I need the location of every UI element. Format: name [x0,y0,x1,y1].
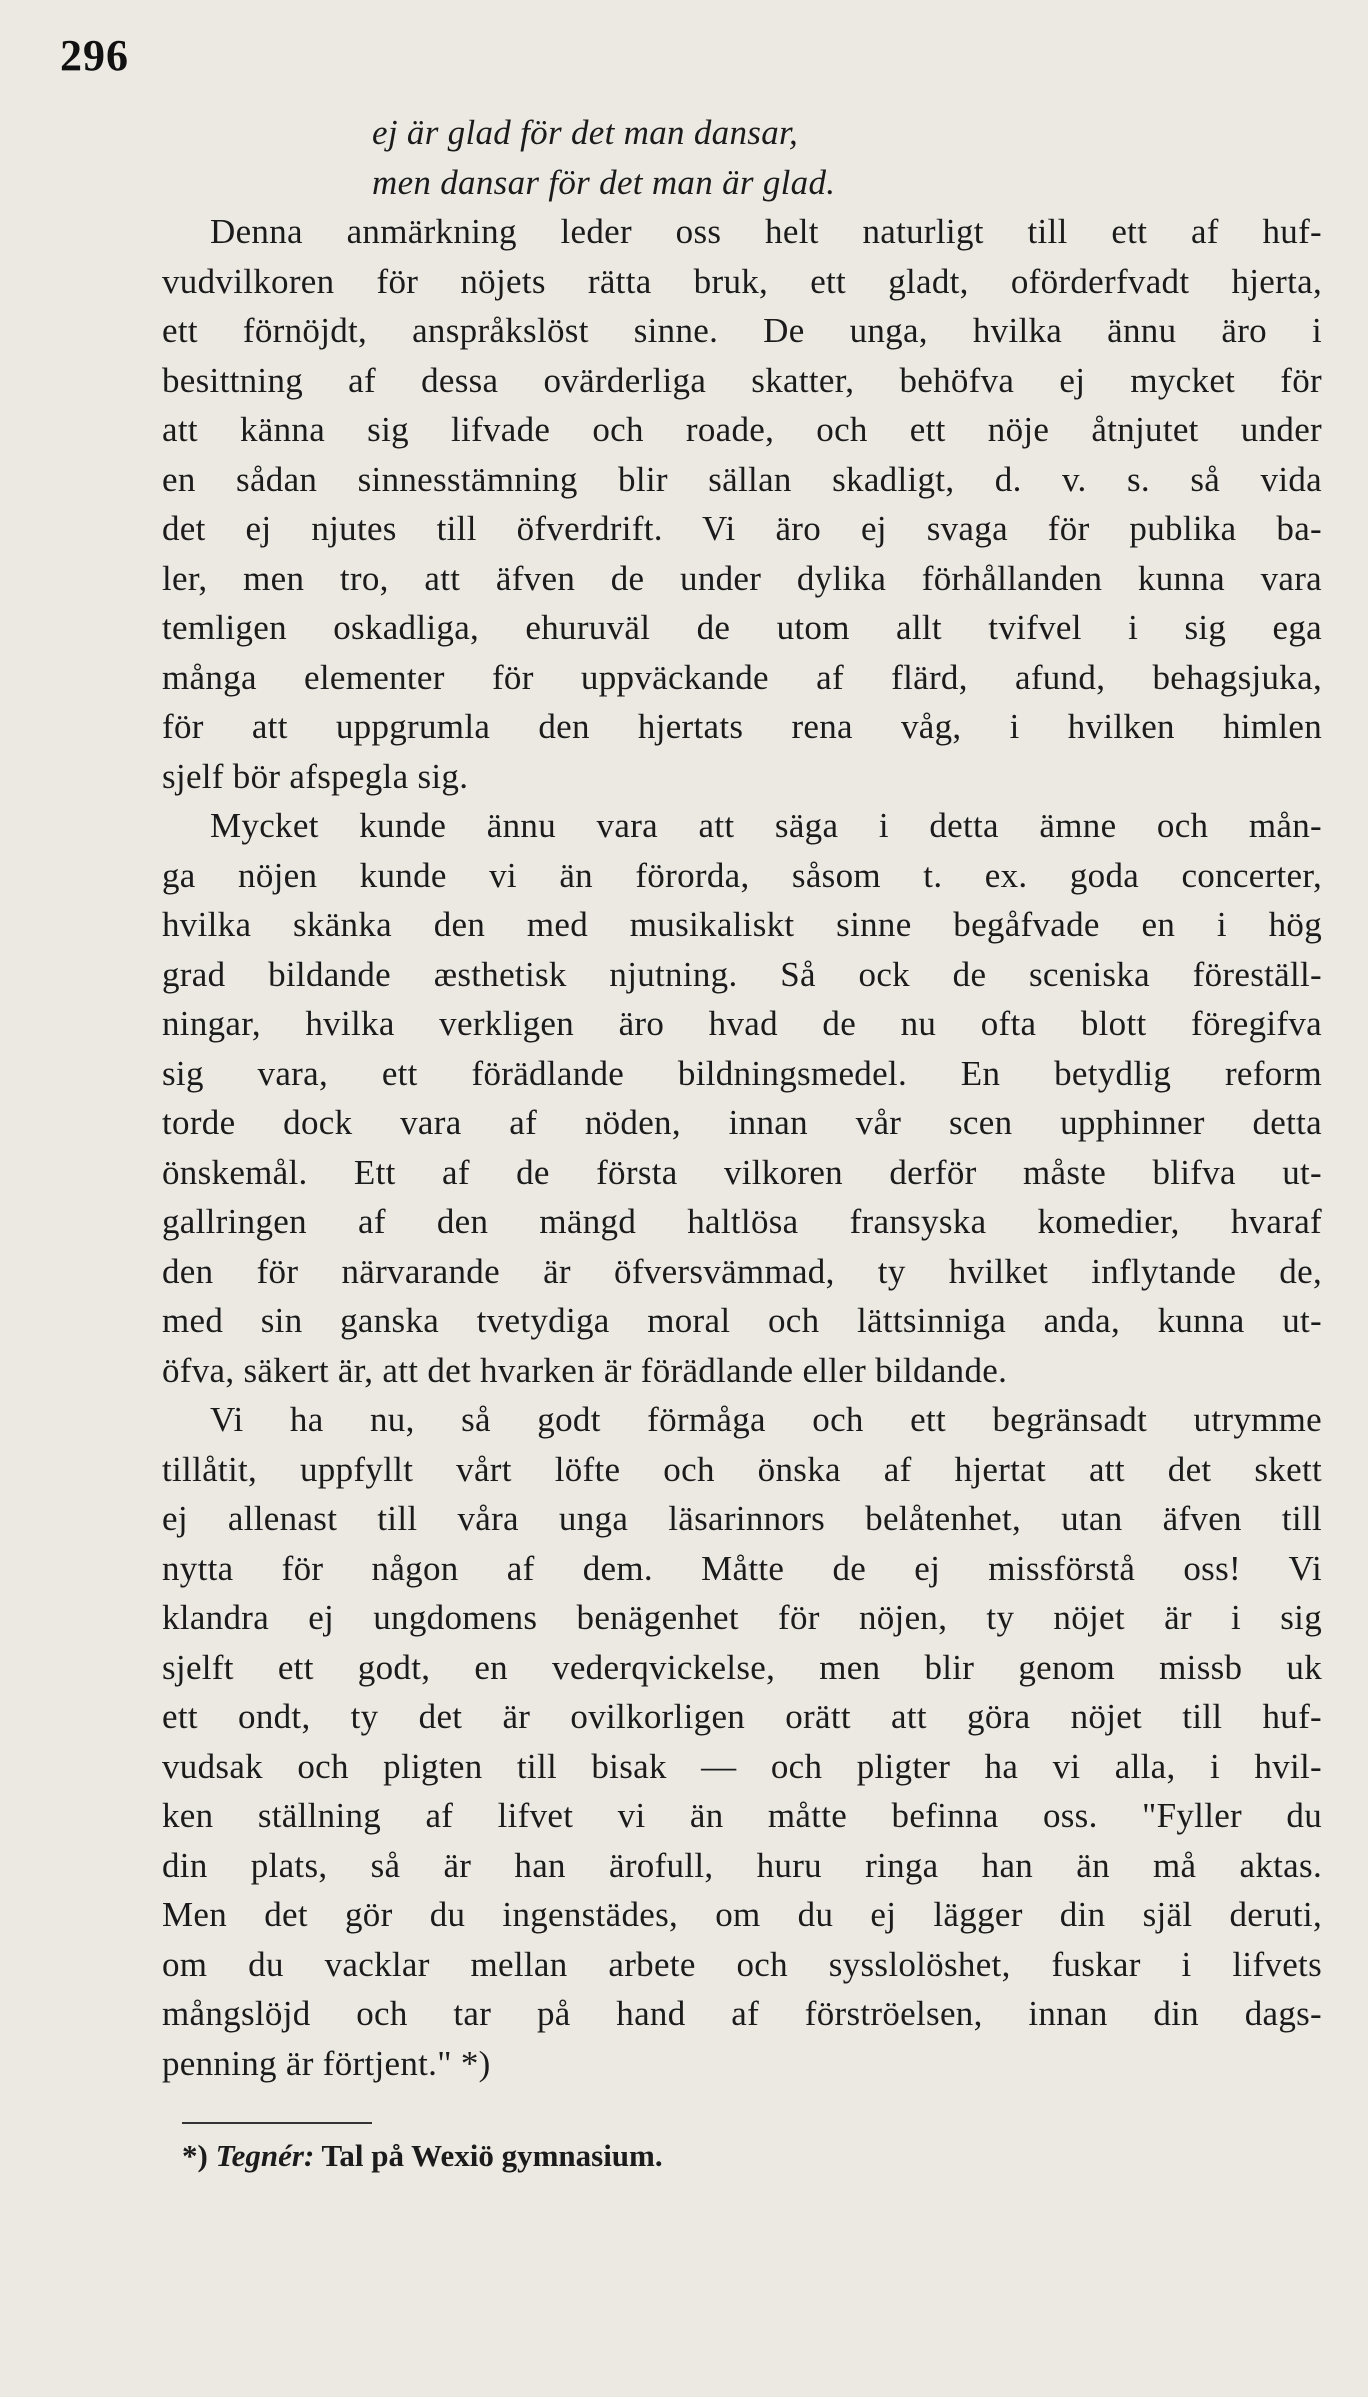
text-line: Mycket kunde ännu vara att säga i detta ämne och mån- [210,806,1322,845]
footnote-author: Tegnér: [215,2138,315,2173]
verse-line-2: men dansar för det man är glad. [372,162,836,202]
text-line: många elementer för uppväckande af flärd, afund, behagsjuka, [162,657,1322,697]
text-line: nytta för någon af dem. Måtte de ej missförstå oss! Vi [162,1548,1322,1588]
text-line: att känna sig lifvade och roade, och ett nöje åtnjutet under [162,410,1322,449]
text-line: ler, men tro, att äfven de under dylika förhållanden kunna vara [162,558,1322,598]
text-line: Vi ha nu, så godt förmåga och ett begränsadt utrymme [210,1400,1322,1439]
text-line: vudvilkoren för nöjets rätta bruk, ett gladt, oförderfvadt hjerta, [162,261,1322,301]
text-line: önskemål. Ett af de första vilkoren derför måste blifva ut- [162,1152,1322,1192]
text-line: penning är förtjent." *) [162,2043,491,2083]
text-line: temligen oskadliga, ehuruväl de utom allt tvifvel i sig ega [162,608,1322,647]
text-line: den för närvarande är öfversvämmad, ty hvilket inflytande de, [162,1251,1322,1291]
text-line: sjelft ett godt, en vederqvickelse, men blir genom missb uk [162,1647,1322,1687]
verse-line-1: ej är glad för det man dansar, [372,113,799,152]
text-line: ett förnöjdt, anspråkslöst sinne. De unga, hvilka ännu äro i [162,311,1322,350]
text-line: klandra ej ungdomens benägenhet för nöjen, ty nöjet är i sig [162,1598,1322,1637]
text-line: mångslöjd och tar på hand af förströelsen, innan din dags- [162,1994,1322,2033]
page-number: 296 [60,31,129,80]
text-line: din plats, så är han ärofull, huru ringa han än må aktas. [162,1845,1322,1885]
text-line: tillåtit, uppfyllt vårt löfte och önska af hjertat att det skett [162,1449,1322,1489]
footnote-text: Tal på Wexiö gymnasium. [321,2138,663,2173]
text-line: hvilka skänka den med musikaliskt sinne begåfvade en i hög [162,905,1322,944]
text-line: sig vara, ett förädlande bildningsmedel. En betydlig reform [162,1053,1322,1093]
text-line: en sådan sinnesstämning blir sällan skadligt, d. v. s. så vida [162,459,1322,499]
text-line: vudsak och pligten till bisak — och pligter ha vi alla, i hvil- [162,1746,1322,1786]
text-line: torde dock vara af nöden, innan vår scen upphinner detta [162,1103,1322,1142]
text-line: ken ställning af lifvet vi än måtte befinna oss. "Fyller du [162,1796,1322,1835]
text-line: Men det gör du ingenstädes, om du ej lägger din själ deruti, [162,1895,1322,1934]
footnote [182,2138,663,2174]
text-line: med sin ganska tvetydiga moral och lättsinniga anda, kunna ut- [162,1301,1322,1340]
text-line: om du vacklar mellan arbete och sysslolöshet, fuskar i lifvets [162,1944,1322,1984]
body-text [162,108,1322,2088]
footnote-marker: *) [182,2138,208,2173]
text-line: ej allenast till våra unga läsarinnors belåtenhet, utan äfven till [162,1499,1322,1538]
text-line: ningar, hvilka verkligen äro hvad de nu ofta blott föregifva [162,1004,1322,1043]
text-line: grad bildande æsthetisk njutning. Så ock de sceniska föreställ- [162,954,1322,994]
text-line: sjelf bör afspegla sig. [162,756,469,796]
text-line: det ej njutes till öfverdrift. Vi äro ej svaga för publika ba- [162,509,1322,548]
text-line: öfva, säkert är, att det hvarken är förädlande eller bildande. [162,1350,1008,1390]
text-line: för att uppgrumla den hjertats rena våg, i hvilken himlen [162,707,1322,746]
text-line: ga nöjen kunde vi än förorda, såsom t. ex. goda concerter, [162,855,1322,895]
text-line: besittning af dessa ovärderliga skatter, behöfva ej mycket för [162,360,1322,400]
text-line: Denna anmärkning leder oss helt naturligt till ett af huf- [210,212,1322,251]
text-line: gallringen af den mängd haltlösa fransyska komedier, hvaraf [162,1202,1322,1241]
footnote-divider [182,2122,372,2124]
text-line: ett ondt, ty det är ovilkorligen orätt att göra nöjet till huf- [162,1697,1322,1736]
